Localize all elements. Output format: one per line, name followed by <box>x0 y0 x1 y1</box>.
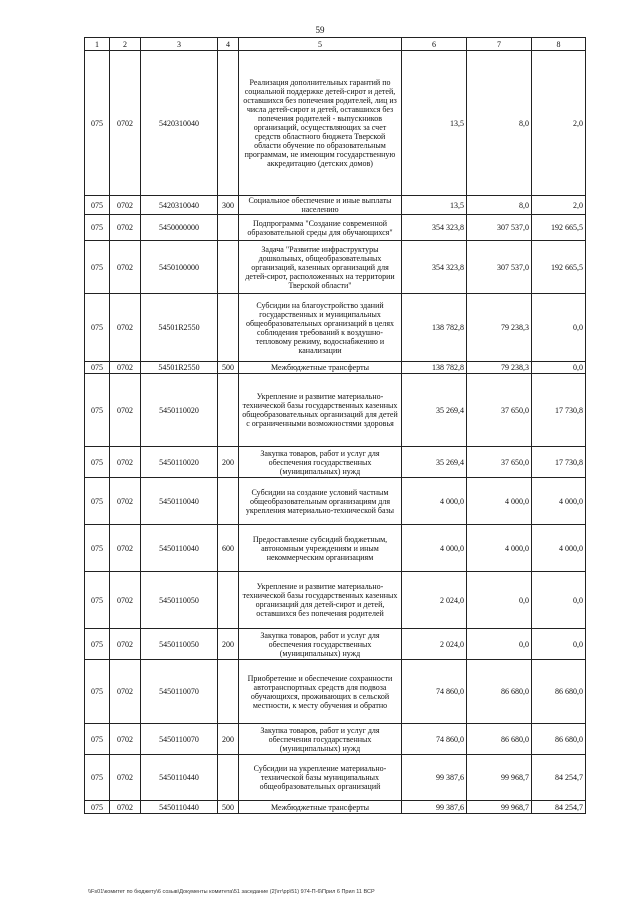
row-amount-year3: 0,0 <box>532 572 586 629</box>
row-code-ministry: 075 <box>85 362 110 374</box>
row-code-ministry: 075 <box>85 294 110 362</box>
table-row <box>85 51 586 196</box>
page-number: 59 <box>315 25 325 35</box>
row-description: Субсидии на благоустройство зданий государственных и муниципальных общеобразовательных организаций в целях соблюдения требований к воздушно-тепловому режиму, водоснабжению и канализации <box>239 294 402 362</box>
row-amount-year1: 74 860,0 <box>402 724 467 755</box>
row-amount-year3: 2,0 <box>532 196 586 215</box>
row-description: Приобретение и обеспечение сохранности автотранспортных средств для подвоза обучающихся, проживающих в сельской местности, к месту обучения и обратно <box>239 660 402 724</box>
row-amount-year2: 86 680,0 <box>467 660 532 724</box>
row-description: Межбюджетные трансферты <box>239 362 402 374</box>
row-code-target: 5450110040 <box>141 478 218 525</box>
row-amount-year2: 0,0 <box>467 572 532 629</box>
row-code-expense-type: 500 <box>218 362 239 374</box>
row-code-expense-type <box>218 478 239 525</box>
row-description: Закупка товаров, работ и услуг для обеспечения государственных (муниципальных) нужд <box>239 629 402 660</box>
row-code-section: 0702 <box>110 755 141 801</box>
row-code-ministry: 075 <box>85 801 110 814</box>
row-amount-year2: 307 537,0 <box>467 215 532 241</box>
row-amount-year1: 13,5 <box>402 51 467 196</box>
row-code-expense-type: 300 <box>218 196 239 215</box>
row-code-target: 5450110440 <box>141 755 218 801</box>
footer-file-path: \\Fs01\комитет по бюджету\6 созыв\Документы комитета\51 заседание (2)\гг\рр\51) 974-П-6\Прил 6 Прил 11 ВСР <box>88 889 375 895</box>
table-row <box>85 572 586 629</box>
row-code-section: 0702 <box>110 478 141 525</box>
row-amount-year3: 0,0 <box>532 294 586 362</box>
row-code-expense-type: 200 <box>218 629 239 660</box>
row-amount-year2: 307 537,0 <box>467 241 532 294</box>
row-amount-year2: 37 650,0 <box>467 447 532 478</box>
table-row <box>85 294 586 362</box>
row-code-expense-type <box>218 215 239 241</box>
row-code-target: 54501R2550 <box>141 362 218 374</box>
row-code-target: 5450110020 <box>141 374 218 447</box>
row-description: Предоставление субсидий бюджетным, автономным учреждениям и иным некоммерческим организациям <box>239 525 402 572</box>
column-header: 5 <box>239 38 402 51</box>
row-code-expense-type: 200 <box>218 724 239 755</box>
column-header: 3 <box>141 38 218 51</box>
row-code-expense-type <box>218 51 239 196</box>
row-amount-year1: 99 387,6 <box>402 755 467 801</box>
row-amount-year1: 13,5 <box>402 196 467 215</box>
row-amount-year1: 354 323,8 <box>402 215 467 241</box>
column-header: 6 <box>402 38 467 51</box>
row-amount-year2: 8,0 <box>467 196 532 215</box>
row-code-target: 5420310040 <box>141 51 218 196</box>
row-amount-year2: 79 238,3 <box>467 294 532 362</box>
row-code-section: 0702 <box>110 724 141 755</box>
row-code-target: 5450110040 <box>141 525 218 572</box>
row-code-section: 0702 <box>110 241 141 294</box>
row-amount-year1: 2 024,0 <box>402 572 467 629</box>
row-amount-year2: 0,0 <box>467 629 532 660</box>
row-amount-year1: 35 269,4 <box>402 374 467 447</box>
row-code-section: 0702 <box>110 525 141 572</box>
row-code-ministry: 075 <box>85 51 110 196</box>
row-description: Укрепление и развитие материально-технической базы государственных казенных общеобразовательных организаций для детей с ограниченными возможностями здоровья <box>239 374 402 447</box>
row-code-expense-type: 600 <box>218 525 239 572</box>
row-code-target: 5450110070 <box>141 724 218 755</box>
row-code-target: 5420310040 <box>141 196 218 215</box>
row-amount-year3: 84 254,7 <box>532 801 586 814</box>
table-row <box>85 478 586 525</box>
row-code-section: 0702 <box>110 51 141 196</box>
row-code-expense-type <box>218 572 239 629</box>
row-description: Субсидии на создание условий частным общеобразовательным организациям для укрепления материально-технической базы <box>239 478 402 525</box>
table-row <box>85 724 586 755</box>
row-amount-year3: 86 680,0 <box>532 724 586 755</box>
row-amount-year3: 86 680,0 <box>532 660 586 724</box>
row-code-section: 0702 <box>110 660 141 724</box>
row-code-target: 5450110050 <box>141 629 218 660</box>
row-code-ministry: 075 <box>85 374 110 447</box>
row-code-target: 5450100000 <box>141 241 218 294</box>
row-description: Укрепление и развитие материально-технической базы государственных казенных организаций для детей-сирот и детей, оставшихся без попечения родителей <box>239 572 402 629</box>
row-code-target: 5450110440 <box>141 801 218 814</box>
row-code-section: 0702 <box>110 572 141 629</box>
row-code-ministry: 075 <box>85 629 110 660</box>
row-code-section: 0702 <box>110 447 141 478</box>
row-code-ministry: 075 <box>85 215 110 241</box>
table-row <box>85 525 586 572</box>
row-description: Реализация дополнительных гарантий по социальной поддержке детей-сирот и детей, оставшихся без попечения родителей, лиц из числа детей-сирот и детей, оставшихся без попечения родителей - выпускников организаций, осуществляющих за счет средств областного бюджета Тверской области обучение по образовательным программам, не имеющим государственную аккредитацию (детских домов) <box>239 51 402 196</box>
row-amount-year2: 99 968,7 <box>467 755 532 801</box>
column-header: 8 <box>532 38 586 51</box>
row-amount-year2: 99 968,7 <box>467 801 532 814</box>
table-row <box>85 629 586 660</box>
row-code-section: 0702 <box>110 629 141 660</box>
row-code-ministry: 075 <box>85 196 110 215</box>
row-amount-year1: 138 782,8 <box>402 294 467 362</box>
table-row <box>85 755 586 801</box>
row-code-expense-type <box>218 660 239 724</box>
row-code-section: 0702 <box>110 362 141 374</box>
table-row <box>85 241 586 294</box>
row-amount-year2: 37 650,0 <box>467 374 532 447</box>
table-row <box>85 374 586 447</box>
table-header-row <box>85 38 586 51</box>
table-row <box>85 447 586 478</box>
row-amount-year3: 4 000,0 <box>532 478 586 525</box>
row-amount-year1: 354 323,8 <box>402 241 467 294</box>
row-description: Закупка товаров, работ и услуг для обеспечения государственных (муниципальных) нужд <box>239 447 402 478</box>
row-code-expense-type <box>218 755 239 801</box>
row-code-section: 0702 <box>110 294 141 362</box>
row-code-expense-type: 200 <box>218 447 239 478</box>
row-code-ministry: 075 <box>85 724 110 755</box>
row-description: Субсидии на укрепление материально-технической базы муниципальных общеобразовательных организаций <box>239 755 402 801</box>
row-amount-year2: 8,0 <box>467 51 532 196</box>
row-amount-year1: 138 782,8 <box>402 362 467 374</box>
row-code-target: 5450110070 <box>141 660 218 724</box>
row-code-target: 5450000000 <box>141 215 218 241</box>
row-description: Подпрограмма "Создание современной образовательной среды для обучающихся" <box>239 215 402 241</box>
row-amount-year2: 4 000,0 <box>467 525 532 572</box>
row-amount-year2: 86 680,0 <box>467 724 532 755</box>
table-row <box>85 362 586 374</box>
row-code-target: 5450110050 <box>141 572 218 629</box>
row-code-ministry: 075 <box>85 755 110 801</box>
row-amount-year1: 35 269,4 <box>402 447 467 478</box>
row-amount-year3: 84 254,7 <box>532 755 586 801</box>
row-code-expense-type: 500 <box>218 801 239 814</box>
row-code-ministry: 075 <box>85 525 110 572</box>
row-code-ministry: 075 <box>85 241 110 294</box>
row-description: Задача "Развитие инфраструктуры дошкольных, общеобразовательных организаций, казенных организаций для детей-сирот, расположенных на территории Тверской области" <box>239 241 402 294</box>
row-amount-year3: 192 665,5 <box>532 215 586 241</box>
row-code-expense-type <box>218 374 239 447</box>
table-row <box>85 801 586 814</box>
row-amount-year1: 4 000,0 <box>402 525 467 572</box>
table-row <box>85 196 586 215</box>
row-amount-year3: 17 730,8 <box>532 374 586 447</box>
row-code-section: 0702 <box>110 801 141 814</box>
row-amount-year1: 2 024,0 <box>402 629 467 660</box>
row-code-expense-type <box>218 241 239 294</box>
table-row <box>85 660 586 724</box>
row-code-section: 0702 <box>110 196 141 215</box>
column-header: 2 <box>110 38 141 51</box>
row-code-target: 5450110020 <box>141 447 218 478</box>
row-code-ministry: 075 <box>85 478 110 525</box>
row-code-expense-type <box>218 294 239 362</box>
row-amount-year3: 0,0 <box>532 362 586 374</box>
row-amount-year1: 4 000,0 <box>402 478 467 525</box>
row-amount-year3: 4 000,0 <box>532 525 586 572</box>
row-amount-year1: 74 860,0 <box>402 660 467 724</box>
row-code-ministry: 075 <box>85 660 110 724</box>
row-amount-year1: 99 387,6 <box>402 801 467 814</box>
row-amount-year2: 4 000,0 <box>467 478 532 525</box>
budget-table <box>84 37 586 814</box>
row-code-ministry: 075 <box>85 572 110 629</box>
column-header: 4 <box>218 38 239 51</box>
row-code-target: 54501R2550 <box>141 294 218 362</box>
row-amount-year3: 17 730,8 <box>532 447 586 478</box>
column-header: 7 <box>467 38 532 51</box>
row-description: Межбюджетные трансферты <box>239 801 402 814</box>
row-description: Закупка товаров, работ и услуг для обеспечения государственных (муниципальных) нужд <box>239 724 402 755</box>
column-header: 1 <box>85 38 110 51</box>
row-amount-year2: 79 238,3 <box>467 362 532 374</box>
row-amount-year3: 192 665,5 <box>532 241 586 294</box>
row-amount-year3: 2,0 <box>532 51 586 196</box>
row-code-section: 0702 <box>110 374 141 447</box>
row-code-section: 0702 <box>110 215 141 241</box>
row-description: Социальное обеспечение и иные выплаты населению <box>239 196 402 215</box>
row-amount-year3: 0,0 <box>532 629 586 660</box>
row-code-ministry: 075 <box>85 447 110 478</box>
table-row <box>85 215 586 241</box>
